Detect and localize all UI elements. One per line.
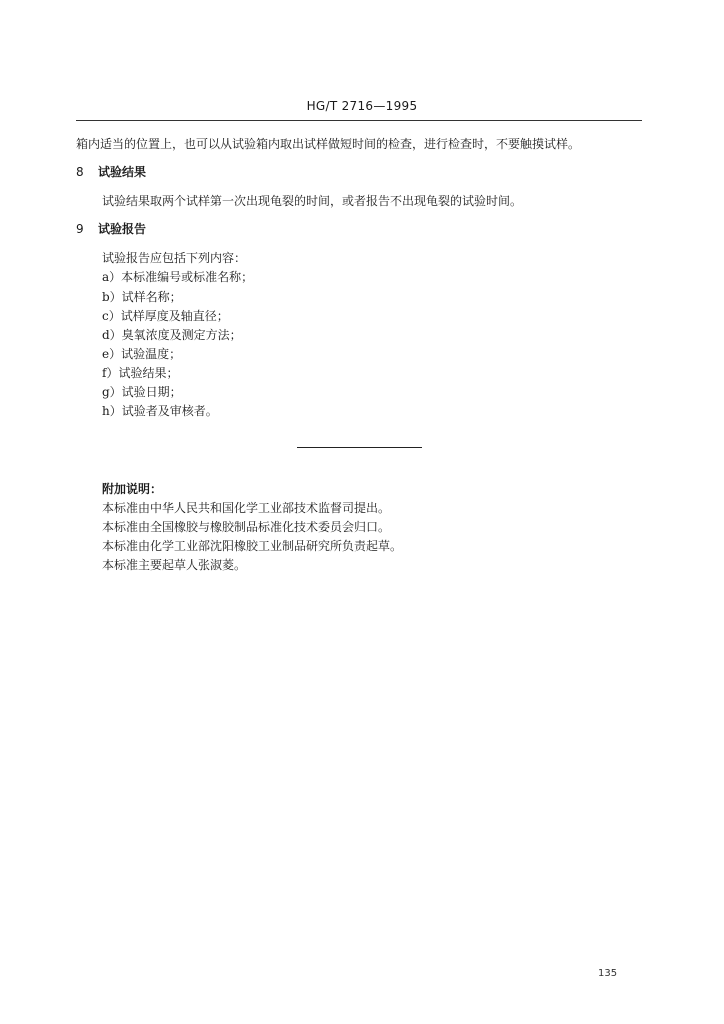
section-8-title: 试验结果	[98, 165, 147, 179]
section-9-number: 9	[76, 222, 84, 236]
header-rule	[76, 120, 642, 121]
additional-notes-title: 附加说明：	[102, 482, 163, 496]
report-item-c: c）试样厚度及轴直径；	[102, 309, 229, 323]
report-item-f: f）试验结果；	[102, 366, 179, 380]
additional-note-line-2: 本标准由全国橡胶与橡胶制品标准化技术委员会归口。	[102, 520, 391, 534]
report-item-h: h）试验者及审核者。	[102, 404, 218, 418]
page-number: 135	[598, 968, 618, 979]
report-item-a: a）本标准编号或标准名称；	[102, 270, 254, 284]
continuation-paragraph: 箱内适当的位置上，也可以从试验箱内取出试样做短时间的检查，进行检查时，不要触摸试样。	[76, 137, 581, 151]
section-divider	[297, 447, 422, 448]
section-8-number: 8	[76, 165, 84, 179]
report-item-b: b）试样名称；	[102, 290, 182, 304]
report-item-e: e）试验温度；	[102, 347, 182, 361]
section-8-heading	[76, 165, 146, 179]
additional-note-line-3: 本标准由化学工业部沈阳橡胶工业制品研究所负责起草。	[102, 539, 403, 553]
section-9-title: 试验报告	[98, 222, 147, 236]
additional-note-line-1: 本标准由中华人民共和国化学工业部技术监督司提出。	[102, 501, 391, 515]
additional-note-line-4: 本标准主要起草人张淑菱。	[102, 558, 247, 572]
standard-code-header: HG/T 2716—1995	[306, 99, 418, 113]
section-9-intro: 试验报告应包括下列内容：	[102, 251, 247, 265]
report-item-g: g）试验日期；	[102, 385, 182, 399]
section-8-body: 试验结果取两个试样第一次出现龟裂的时间，或者报告不出现龟裂的试验时间。	[102, 194, 523, 208]
section-9-heading	[76, 222, 146, 236]
report-item-d: d）臭氧浓度及测定方法；	[102, 328, 242, 342]
